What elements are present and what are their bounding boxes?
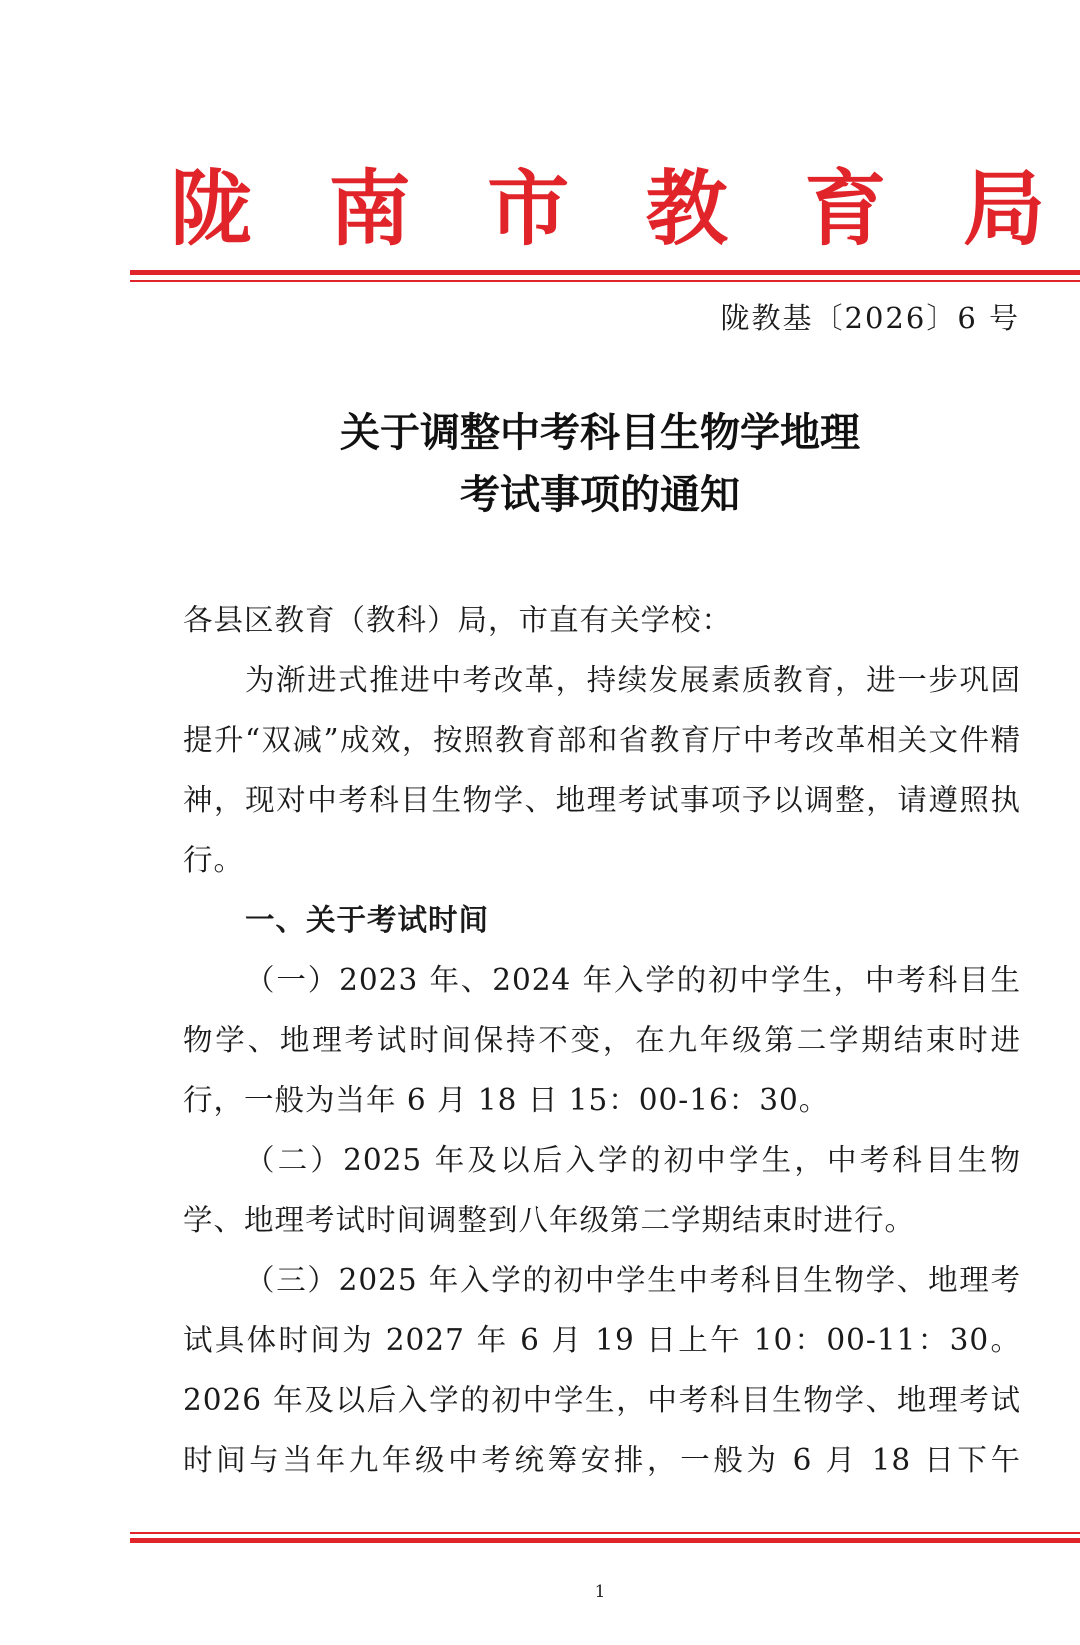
- footer-red-rule-thick: [130, 1538, 1080, 1543]
- document-number: 陇教基〔2026〕6 号: [720, 301, 1020, 335]
- section-1-item-2: （二）2025 年及以后入学的初中学生，中考科目生物学、地理考试时间调整到八年级第二学期结束时进行。: [183, 1143, 1021, 1237]
- letterhead-char-2: 南: [328, 161, 411, 257]
- letterhead-char-1: 陇: [170, 161, 253, 257]
- page-number: 1: [594, 1582, 606, 1602]
- letterhead: [170, 162, 1045, 257]
- footer-red-rule-thin: [130, 1532, 1080, 1534]
- section-1-item-3: （三）2025 年入学的初中学生中考科目生物学、地理考试具体时间为 2027 年 6 月 19 日上午 10：00-11：30。2026 年及以后入学的初中学生，中考科目生物学、地理考试时间与当年九年级中考统筹安排，一般为 6 月 18 日下午: [183, 1263, 1021, 1477]
- section-1-heading: 一、关于考试时间: [245, 903, 490, 937]
- section-1-item-1: （一）2023 年、2024 年入学的初中学生，中考科目生物学、地理考试时间保持不变，在九年级第二学期结束时进行，一般为当年 6 月 18 日 15：00-16：30。: [183, 963, 1021, 1117]
- letterhead-char-5: 育: [804, 161, 887, 257]
- document-title: [0, 402, 1080, 526]
- document-title-line-1: 关于调整中考科目生物学地理: [340, 410, 860, 456]
- letterhead-char-6: 局: [962, 161, 1045, 257]
- addressee: 各县区教育（教科）局，市直有关学校：: [183, 603, 733, 637]
- header-red-rule-thin: [130, 280, 1080, 282]
- intro-paragraph: 为渐进式推进中考改革，持续发展素质教育，进一步巩固提升“双减”成效，按照教育部和省教育厅中考改革相关文件精神，现对中考科目生物学、地理考试事项予以调整，请遵照执行。: [183, 663, 1021, 877]
- document-body: [183, 590, 1021, 1490]
- letterhead-char-4: 教: [645, 161, 728, 257]
- document-title-line-2: 考试事项的通知: [460, 472, 740, 518]
- letterhead-char-3: 市: [487, 161, 570, 257]
- header-red-rule-thick: [130, 270, 1080, 275]
